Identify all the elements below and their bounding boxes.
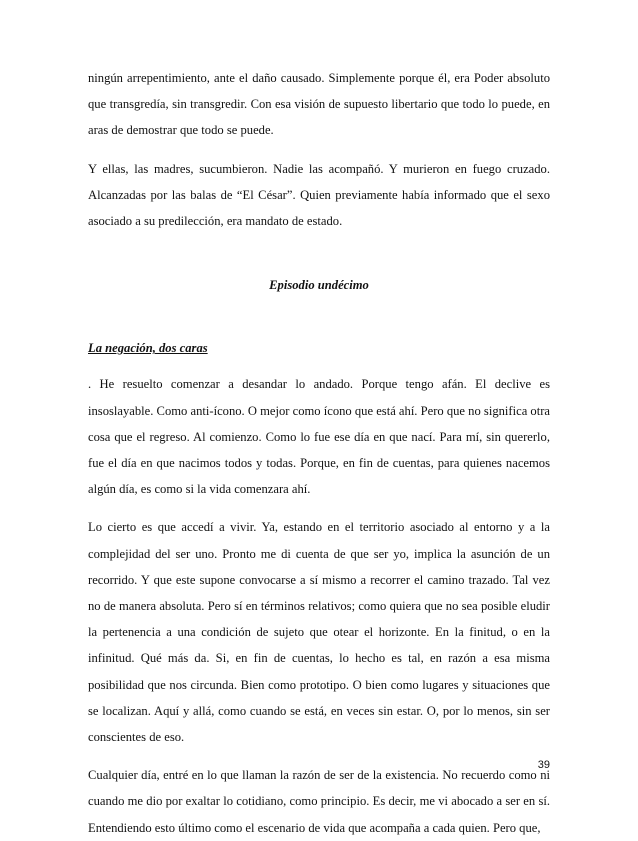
episode-heading: Episodio undécimo <box>269 278 369 293</box>
paragraph-5: Cualquier día, entré en lo que llaman la razón de ser de la existencia. No recuerdo como ni cuando me dio por exaltar lo cotidiano, como principio. Es decir, me vi abocado a ser en sí. Entendiendo esto último como el escenario de vida que acompaña a cada quien. Pero que, <box>88 768 550 835</box>
page-number: 39 <box>537 759 550 771</box>
paragraph-2: Y ellas, las madres, sucumbieron. Nadie las acompañó. Y murieron en fuego cruzado. Alcanzadas por las balas de “El César”. Quien previamente había informado que el sexo asociado a su predilección, era mandato de estado. <box>88 161 550 229</box>
section-title: La negación, dos caras <box>88 341 208 356</box>
page-content <box>88 65 550 841</box>
paragraph-3: . He resuelto comenzar a desandar lo andado. Porque tengo afán. El declive es insoslayable. Como anti-ícono. O mejor como ícono que está ahí. Pero que no significa otra cosa que el regreso. Al comienzo. Como lo fue ese día en que nací. Para mí, sin quererlo, fue el día en que nacimos todos y todas. Porque, en fin de cuentas, para quienes nacemos algún día, es como si la vida comenzara ahí. <box>88 377 551 497</box>
paragraph-1: ningún arrepentimiento, ante el daño causado. Simplemente porque él, era Poder absoluto que transgredía, sin transgredir. Con esa visión de supuesto libertario que todo lo puede, en aras de demostrar que todo se puede. <box>88 71 550 138</box>
paragraph-4: Lo cierto es que accedí a vivir. Ya, estando en el territorio asociado al entorno y a la complejidad del ser uno. Pronto me di cuenta de que ser yo, implica la asunción de un recorrido. Y que este supone convocarse a sí mismo a recorrer el camino trazado. Tal vez no de manera absoluta. Pero sí en términos relativos; como quiera que no sea posible eludir la pertenencia a una condición de sujeto que otear el horizonte. En la finitud, o en la infinitud. Qué más da. Si, en fin de cuentas, lo hecho es tal, en razón a esa misma posibilidad que nos circunda. Bien como prototipo. O bien como lugares y situaciones que se localizan. Aquí y allá, como cuando se está, en veces sin estar. O, por lo menos, sin ser conscientes de eso. <box>88 520 550 745</box>
